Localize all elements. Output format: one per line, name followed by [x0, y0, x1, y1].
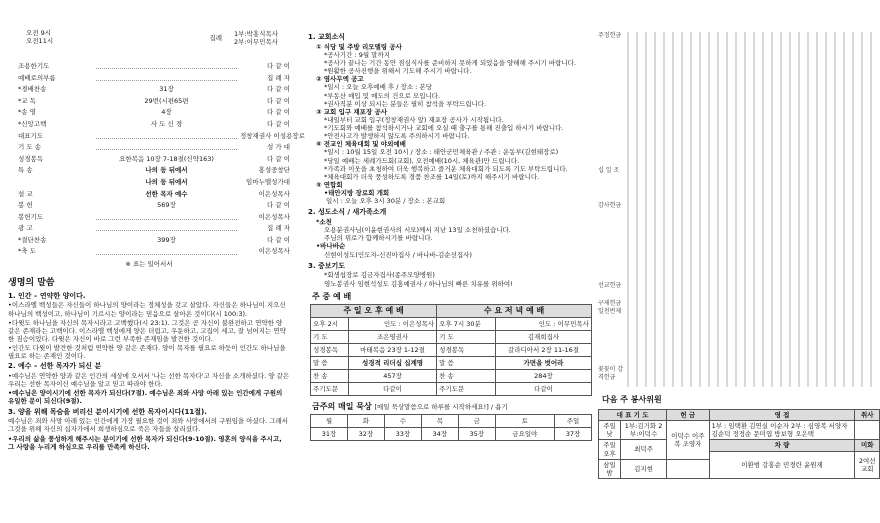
- news-item-title: ⑤ 연합회: [316, 180, 343, 189]
- order-person: 집 례 자: [267, 73, 290, 82]
- announcements: [308, 33, 586, 288]
- offering-label: 주정헌금: [598, 32, 622, 39]
- meditation-day: 주일: [554, 414, 591, 427]
- order-row: [8, 234, 290, 246]
- order-label: 대표기도: [18, 131, 44, 140]
- worship-cell: 기 도: [311, 330, 349, 343]
- members-news-heading: 2. 성도소식 / 새가족소개: [308, 208, 387, 217]
- meditation-day: 월: [311, 414, 348, 427]
- presider-1: 1부:박홍식목사: [234, 30, 278, 38]
- sunday-afternoon-heading: 주 일 오 후 예 배: [311, 304, 437, 317]
- order-row: [8, 118, 290, 130]
- order-label: 설 교: [18, 189, 33, 198]
- vol-offering: 이덕수 이주복 조영자: [667, 421, 710, 460]
- order-label: 예배로의부름: [18, 73, 56, 82]
- vol-header-greeting: 영 접: [709, 410, 855, 421]
- offering-names-block: [624, 32, 874, 387]
- order-row: [8, 141, 290, 153]
- offering-label: 구제헌금 일천번제: [598, 300, 622, 315]
- order-content: 399장: [157, 235, 176, 244]
- news-line: *안전사고가 발생하지 않도록 주의하시기 바랍니다.: [324, 132, 470, 141]
- offering-column: [594, 0, 880, 523]
- news-line: 오용분권사님(이윤현권사의 시모)께서 지난 13일 소천하셨습니다.: [324, 226, 511, 235]
- news-line: 일시 : 오늘 오후 3시 30분 / 장소 : 본교회: [326, 197, 446, 206]
- order-person: 다 같 이: [267, 61, 290, 70]
- order-person: 다 같 이: [267, 96, 290, 105]
- sermon-paragraph: •예수님은 양이시기에 선한 목자가 되신다(7절). 예수님은 죄와 사망 아래 있는 인간에게 구원의 유일한 문이 되신다(9절).: [8, 389, 283, 406]
- offering-label: 선교헌금: [598, 282, 622, 289]
- meditation-chapter: 37장: [554, 427, 591, 440]
- service-time-2: 오전11시: [26, 36, 54, 45]
- meditation-title: 금주의 매일 묵상: [312, 401, 372, 411]
- news-item-title: ① 식당 및 주방 리모델링 공사: [316, 42, 402, 51]
- sermon-paragraph: 예수님은 죄와 사망 아래 있는 인간에게 가장 필요한 것이 죄와 사망에서의 구원임을 아셨다. 그래서 그것을 위해 자신의 십자가에서 희생하심으로 죽은 자들을 살리셨다.: [8, 417, 289, 434]
- volunteers-title: 다음 주 봉사위원: [602, 395, 662, 404]
- worship-row: [311, 382, 592, 395]
- worship-cell: 김재희집사: [495, 330, 591, 343]
- order-content: 4장: [161, 108, 172, 117]
- news-item-lines: [324, 226, 586, 242]
- order-row: [8, 211, 290, 223]
- vol-vehicle: 이환범 강홍순 민경란 윤원재: [709, 451, 855, 478]
- worship-cell: 말 씀: [437, 356, 496, 369]
- order-person: 다 같 이: [267, 108, 290, 117]
- order-person: 성 가 대: [267, 143, 290, 152]
- wednesday-time: 오후 7시 30분: [437, 317, 496, 330]
- order-row: [8, 188, 290, 200]
- vol-row-label: 삼일 밤: [599, 459, 621, 478]
- dotted-leader: [96, 225, 237, 231]
- worship-cell: 조은영권사: [349, 330, 437, 343]
- order-label: 성경봉독: [18, 154, 44, 163]
- vol-row-label: 주일오후: [599, 440, 621, 459]
- weekly-worship-title: 주 중 예 배: [312, 291, 352, 301]
- worship-cell: 주기도문: [437, 382, 496, 395]
- order-of-service-column: [0, 0, 305, 523]
- vol-prayer: 1부:김기화 2부:이덕수: [621, 421, 667, 440]
- dotted-leader: [96, 63, 237, 69]
- order-person: 정창재권사 이성용장로: [240, 131, 305, 140]
- sunday-time: 오후 2시: [311, 317, 349, 330]
- order-label: 봉헌기도: [18, 212, 44, 221]
- order-row: [8, 153, 290, 165]
- order-label: *신앙고백: [18, 119, 47, 128]
- worship-row: [311, 356, 592, 369]
- vol-row-label: 주일 낮: [599, 421, 621, 440]
- news-line: *회생섭장로 김금자집사(종주모양병원): [324, 271, 435, 280]
- order-content: 나의 등 뒤에서: [145, 177, 188, 186]
- sermon-point-3: 3. 양을 위해 목숨을 버리신 분이시기에 선한 목자이시다(11절).: [8, 407, 207, 416]
- order-row: [8, 176, 290, 188]
- meditation-chapter: 35장: [458, 427, 495, 440]
- worship-cell: 찬 송: [437, 369, 496, 382]
- sermon-paragraph: •인간도 다윗이 발견한 것처럼 연약한 양 같은 존재다. 양이 목자를 필요로 하듯이 인간도 하나님을 필요로 하는 존재인 것이다.: [8, 344, 286, 361]
- sermon-title: 생명의 말씀: [8, 278, 55, 289]
- order-row: [8, 60, 290, 72]
- meditation-day: 화: [347, 414, 384, 427]
- sermon-paragraph: •다윗도 하나님을 자신의 목자시라고 고백했다(시 23:1). 그것은 곧 자신이 불완전하고 연약한 양 같은 존재라는 고백이다. 이스라엘 백성에게 양은 더럽고, 우둔하고, 고집이 세고, 잘 넘어지는 연약한 짐승이었다. 다윗은 자신이 바로 그런 부족한 존재임을 발견한 것이다.: [8, 318, 286, 343]
- order-row: [8, 72, 290, 84]
- news-line: *체육대회가 더욱 풍성하도록 경품 찬조를 14일(토)까지 해주시기 바랍니다.: [324, 172, 540, 181]
- dotted-leader: [96, 75, 237, 81]
- church-news-heading: 1. 교회소식: [308, 33, 346, 41]
- dotted-leader: [96, 144, 237, 150]
- worship-cell: 기 도: [437, 330, 496, 343]
- sunday-leader: 인도 : 이은성목사: [349, 317, 437, 330]
- offering-label: 감사헌금: [598, 202, 622, 209]
- order-label: *교 독: [18, 96, 36, 105]
- meditation-table: [310, 414, 592, 441]
- order-row: [8, 130, 305, 142]
- news-item-lines: [324, 148, 586, 181]
- sermon-paragraph: •우리의 삶을 풍성하게 해주시는 분이기에 선한 목자가 되신다(9-10절). 영혼의 양식을 주시고, 그 사랑을 누리게 하심으로 우리를 만족케 하신다.: [8, 434, 282, 451]
- order-person: 이은성목사: [258, 189, 290, 198]
- order-person: 다 같 이: [267, 119, 290, 128]
- meditation-day: 금: [458, 414, 495, 427]
- order-person: 다 같 이: [267, 85, 290, 94]
- news-line: *공사기간 : 9월 말까지: [324, 50, 391, 59]
- presider-2: 2부:이무민목사: [234, 38, 278, 47]
- news-line: *내일부터 교회 입구(정창재권사 앞) 재포장 공사가 시작됩니다.: [324, 115, 504, 124]
- dotted-leader: [96, 249, 237, 255]
- service-header: [26, 30, 278, 46]
- news-item-lines: [324, 116, 586, 140]
- worship-cell: 457장: [349, 369, 437, 382]
- order-content: 31장: [159, 85, 174, 94]
- news-item-title: ④ 전교인 체육대회 및 야외예배: [316, 140, 406, 149]
- order-person: 임마누엘성가대: [246, 177, 290, 186]
- order-content: 요한복음 10장 7-18절(신약163): [119, 154, 214, 163]
- announcements-column: [300, 0, 590, 523]
- offering-label: 십 일 조: [598, 167, 620, 174]
- news-line: *일시 : 10월 15일 오전 10시 / 장소 : 태안군민체육관 / 주관 : 운동부(김현태장로): [324, 148, 559, 157]
- dotted-leader: [96, 214, 237, 220]
- offering-list: [598, 32, 874, 387]
- sermon-paragraph: •이스라엘 백성들은 자신들이 하나님의 양이라는 정체성을 갖고 살았다. 자신들은 하나님이 지으신 하나님의 백성이고, 하나님이 기르시는 양이라는 믿음으로 살아온 것이다(시 100:3).: [8, 301, 286, 318]
- vol-prayer: 최덕주: [621, 440, 667, 459]
- news-line: *권사직분 이상 되시는 분들은 필히 참석을 부탁드립니다.: [324, 99, 487, 108]
- worship-row: [311, 369, 592, 382]
- order-label: *결단찬송: [18, 235, 47, 244]
- worship-cell: 다같이: [495, 382, 591, 395]
- vol-beauty: 2여선교회: [855, 451, 880, 478]
- wednesday-leader: 인도 : 이무민목사: [495, 317, 591, 330]
- meditation-day: 수: [384, 414, 421, 427]
- order-row: [8, 223, 290, 235]
- volunteers-table: [598, 409, 880, 479]
- news-line: *일시 : 오늘 오후예배 후 / 장소 : 본당: [324, 83, 432, 92]
- news-item-title: •바나바순: [316, 242, 346, 251]
- order-row: [8, 165, 290, 177]
- order-label: 기 도 송: [18, 143, 41, 152]
- worship-row: [311, 343, 592, 356]
- prayer-lines: [324, 271, 586, 287]
- news-line: 영노봉권사 임현석성도 김홍예권사 / 하나님의 빠른 치유를 위하여!: [324, 279, 513, 288]
- worship-cell: 말 씀: [311, 356, 349, 369]
- order-content: 선한 목자 예수: [145, 189, 188, 198]
- worship-cell: 주기도문: [311, 382, 349, 395]
- order-row: [8, 199, 290, 211]
- news-line: *부동산 매입 및 매도의 건으로 모입니다.: [324, 91, 441, 100]
- order-row: [8, 95, 290, 107]
- news-item-lines: [324, 251, 586, 259]
- order-person: 다 같 이: [267, 235, 290, 244]
- order-label: *경배찬송: [18, 85, 47, 94]
- order-label: *송 영: [18, 108, 36, 117]
- dotted-leader: [96, 133, 237, 139]
- sermon-paragraph: •예수님은 연약한 양과 같은 인간의 세상에 오셔서 '나는 선한 목자다'고 자신을 소개하셨다. 양 같은 우리는 선한 목자이신 예수님을 알고 믿고 따라야 한다.: [8, 372, 290, 389]
- order-label: 특 송: [18, 166, 33, 175]
- order-person: 집 례 자: [267, 224, 290, 233]
- order-label: 광 고: [18, 224, 33, 233]
- worship-cell: 마태복음 23장 1-12절: [349, 343, 437, 356]
- order-list: [8, 60, 305, 257]
- order-row: [8, 107, 290, 119]
- meditation-header: [312, 402, 586, 412]
- presider-label: 집례: [209, 34, 222, 43]
- vol-header-offering: 헌 금: [667, 410, 710, 421]
- news-line: *공사가 끝나는 기간 동안 점심식사를 준비하지 못하게 되었음을 양해해 주시기 바랍니다.: [324, 59, 577, 67]
- news-item-title: ③ 교회 입구 재포장 공사: [316, 107, 388, 116]
- wednesday-evening-heading: 수 요 저 녁 예 배: [437, 304, 592, 317]
- vol-header-vehicle: 차 량: [709, 440, 855, 451]
- weekly-worship-table: [310, 304, 592, 396]
- meditation-chapter: 금요일야: [495, 427, 554, 440]
- vol-header-cooking: 취사: [855, 410, 880, 421]
- vol-header-prayer: 대 표 기 도: [599, 410, 667, 421]
- worship-cell: 다같이: [349, 382, 437, 395]
- news-item-title: ② 염사무엑 공고: [316, 75, 364, 84]
- news-item-lines: [324, 83, 586, 107]
- standing-note: ※ 표는 일어서서: [125, 260, 173, 269]
- news-line: 주님의 위로가 함께하시기를 바랍니다.: [324, 234, 433, 243]
- order-person: 다 같 이: [267, 154, 290, 163]
- news-line: 신현이성도(인도자-신진아집사 / 바나바-김순선집사): [324, 250, 472, 259]
- meditation-day: 토: [495, 414, 554, 427]
- worship-cell: 성경봉독: [437, 343, 496, 356]
- news-item-lines: [324, 51, 586, 75]
- meditation-subtitle: [매일 묵상말씀으로 하루를 시작하세요!] / 욥기: [374, 402, 508, 411]
- order-content: 나의 등 뒤에서: [145, 166, 188, 175]
- order-person: 이은성목사: [258, 247, 290, 256]
- prayer-heading: 3. 중보기도: [308, 261, 346, 270]
- worship-cell: 찬 송: [311, 369, 349, 382]
- vol-greeting: 1부 : 임택환 김연실 이순자 2부 : 심영복 서양자 김순덕 정정순 문미엽 방보형 오은택: [709, 421, 855, 440]
- offering-labels: [598, 32, 624, 387]
- meditation-chapter: 33장: [384, 427, 421, 440]
- order-row: [8, 246, 290, 258]
- worship-cell: 성경봉독: [311, 343, 349, 356]
- news-line: *가족과 이웃을 초청하여 더욱 행복하고 즐거운 체육대회가 되도록 기도 부탁드립니다.: [324, 164, 568, 173]
- order-label: *축 도: [18, 247, 36, 256]
- order-person: 홍성중창단: [258, 166, 290, 175]
- news-subitem: •태안지방 장로회 개회: [324, 189, 390, 197]
- order-person: 다 같 이: [267, 201, 290, 210]
- worship-cell: 성경적 리더십 십계명: [349, 356, 437, 369]
- worship-cell: 갈라디아서 2장 11-16절: [495, 343, 591, 356]
- worship-row: [311, 330, 592, 343]
- sermon-point-2: 2. 예수 – 선한 목자가 되신 분: [8, 362, 102, 371]
- order-label: 봉 헌: [18, 201, 33, 210]
- order-row: [8, 83, 290, 95]
- worship-cell: 284장: [495, 369, 591, 382]
- meditation-day: 목: [421, 414, 458, 427]
- news-line: *기도회와 예배를 참석하시거나 교회에 오실 때 출구를 통해 진출입 하시기 바랍니다.: [324, 124, 564, 132]
- order-content: 569장: [157, 201, 176, 210]
- vol-prayer: 김지현: [621, 459, 667, 478]
- sermon-point-1: 1. 인간 – 연약한 양이다.: [8, 291, 86, 300]
- offering-label: 꽃꽂이 감격헌금: [598, 366, 624, 381]
- service-time-1: 오전 9시: [26, 29, 52, 37]
- meditation-chapter: 32장: [347, 427, 384, 440]
- news-item-title: *소천: [316, 218, 332, 226]
- order-content: 사 도 신 경: [150, 119, 183, 128]
- worship-cell: 가면을 벗어라: [495, 356, 591, 369]
- order-person: 이은성목사: [258, 212, 290, 221]
- news-item-lines: [326, 197, 586, 205]
- meditation-chapter: 34장: [421, 427, 458, 440]
- vol-cooking: [855, 421, 880, 440]
- news-line: *당일 예배는 세례가드회(교회), 오전예배(10시, 체육관)만 드립니다.: [324, 156, 520, 165]
- order-content: 29번(시편65편: [144, 96, 189, 105]
- vol-offering-empty: [667, 459, 710, 478]
- news-line: *원활한 공사진행을 위해서 기도해 주시기 바랍니다.: [324, 67, 472, 76]
- meditation-chapter: 31장: [311, 427, 348, 440]
- vol-header-beauty: 미화: [855, 440, 880, 451]
- order-label: 조용한기도: [18, 61, 50, 70]
